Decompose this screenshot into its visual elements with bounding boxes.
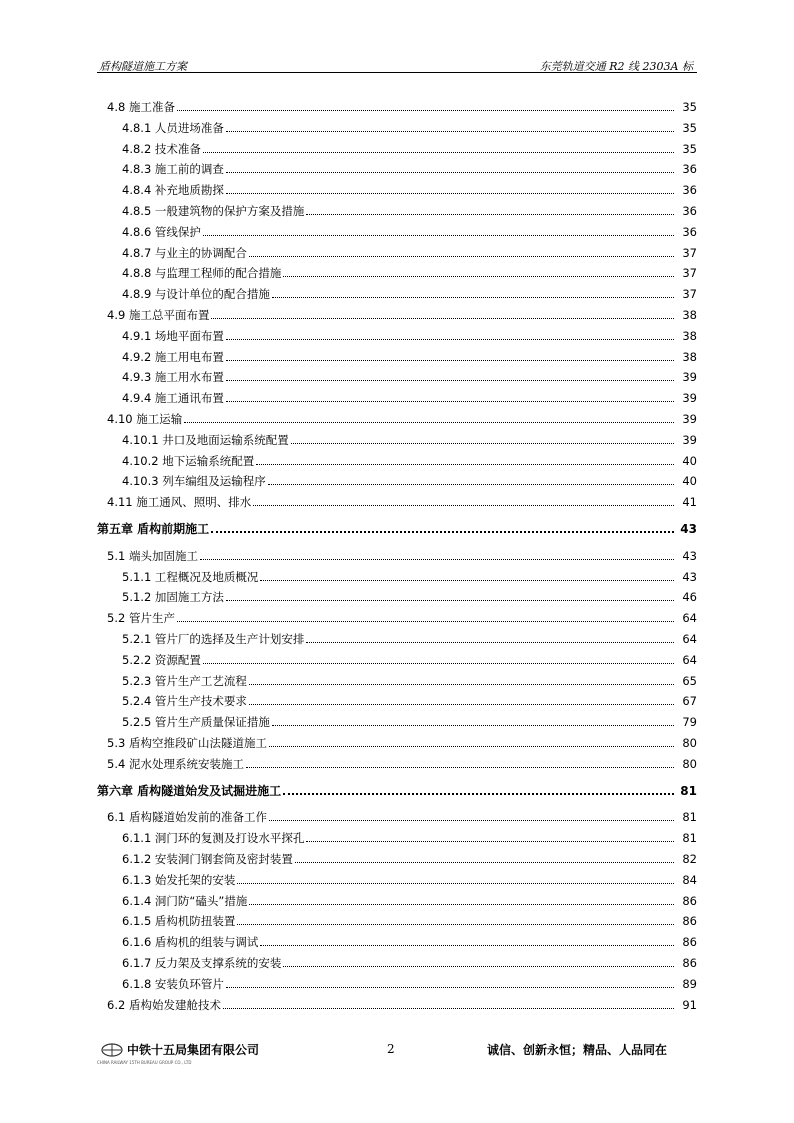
toc-entry-page: 36 [682,162,697,177]
toc-entry-page: 39 [682,391,697,406]
toc-dot-leader [226,339,674,340]
toc-entry-page: 46 [682,590,697,605]
toc-dot-leader [291,443,674,444]
toc-entry[interactable] [122,848,697,866]
toc-dot-leader [203,235,674,236]
toc-entry-title: 4.8 施工准备 [107,100,175,114]
toc-dot-leader [260,945,674,946]
toc-entry-page: 35 [682,120,697,135]
toc-entry-title: 5.1.1 工程概况及地质概况 [122,569,259,584]
toc-entry-title: 5.4 泥水处理系统安装施工 [107,756,244,771]
toc-entry-title: 4.10 施工运输 [107,412,183,426]
toc-entry[interactable] [122,242,697,260]
toc-entry-page: 35 [682,141,697,156]
page-header [97,54,697,74]
toc-entry-title: 6.1.3 始发托架的安装 [122,872,236,887]
header-left-title: 盾构隧道施工方案 [99,60,187,73]
toc-dot-leader [249,256,674,257]
toc-dot-leader [237,883,674,884]
toc-entry[interactable] [107,545,697,563]
toc-dot-leader [200,559,674,560]
toc-entry-page: 81 [682,831,697,846]
toc-entry-title: 4.8.1 人员进场准备 [122,120,224,135]
toc-entry-page: 64 [682,611,697,626]
toc-entry-title: 6.1 盾构隧道始发前的准备工作 [107,810,267,825]
toc-dot-leader [226,401,674,402]
toc-entry-title: 6.1.1 洞门环的复测及打设水平探孔 [122,831,305,846]
toc-entry-title: 5.2.2 资源配置 [122,652,201,667]
toc-entry-title: 6.1.2 安装洞门钢套筒及密封装置 [122,852,293,866]
toc-entry[interactable] [122,325,697,343]
toc-entry[interactable] [107,304,697,322]
toc-entry[interactable] [122,366,697,384]
toc-dot-leader [249,904,674,905]
toc-entry-title: 5.2.4 管片生产技术要求 [122,694,247,709]
footer-motto: 诚信、创新永恒；精品、人品同在 [486,1043,667,1057]
toc-entry-title: 6.1.7 反力架及支撑系统的安装 [122,956,282,970]
toc-entry[interactable] [122,869,697,887]
toc-entry-title: 第六章 盾构隧道始发及试掘进施工 [97,783,282,798]
toc-entry[interactable] [122,387,697,405]
toc-entry[interactable] [122,283,697,301]
toc-entry-page: 64 [682,632,697,646]
toc-dot-leader [253,505,674,506]
toc-entry-title: 4.9.3 施工用水布置 [122,370,224,385]
toc-dot-leader [237,924,674,925]
toc-entry-page: 81 [680,783,697,798]
toc-dot-leader [256,464,674,465]
toc-entry-title: 第五章 盾构前期施工 [97,522,210,536]
toc-dot-leader [268,484,674,485]
toc-entry[interactable] [107,491,697,509]
toc-entry-title: 5.2.3 管片生产工艺流程 [122,673,247,688]
toc-entry-page: 38 [682,328,697,343]
toc-entry-title: 4.11 施工通风、照明、排水 [107,495,252,510]
toc-dot-leader [184,422,674,423]
toc-entry-page: 43 [682,548,697,563]
toc-entry-page: 86 [682,935,697,950]
toc-entry-page: 37 [682,266,697,281]
toc-entry-title: 4.9.2 施工用电布置 [122,349,224,364]
toc-entry[interactable] [122,952,697,970]
toc-entry-page: 37 [682,287,697,302]
toc-entry[interactable] [122,221,697,239]
toc-entry[interactable] [122,429,697,447]
toc-entry[interactable] [107,96,697,114]
footer-page-number: 2 [387,1042,395,1056]
toc-dot-leader [272,725,674,726]
toc-dot-leader [306,841,674,842]
toc-entry-page: 80 [682,756,697,771]
toc-entry-page: 64 [682,652,697,667]
toc-entry[interactable] [122,690,697,708]
toc-dot-leader [226,600,674,601]
company-logo-icon [101,1042,123,1058]
toc-entry[interactable] [122,973,697,991]
toc-entry-title: 4.10.1 井口及地面运输系统配置 [122,432,289,447]
toc-dot-leader [269,820,674,821]
toc-entry-title: 5.2.1 管片厂的选择及生产计划安排 [122,632,305,646]
toc-dot-leader [226,380,674,381]
toc-entry[interactable] [107,806,697,824]
toc-entry-title: 6.1.5 盾构机防扭装置 [122,914,236,929]
toc-entry-page: 82 [682,852,697,866]
toc-entry-page: 36 [682,224,697,239]
toc-dot-leader [203,152,674,153]
toc-entry[interactable] [122,262,697,280]
page-footer [97,1038,697,1068]
toc-dot-leader [306,214,674,215]
toc-entry[interactable] [122,117,697,135]
toc-entry-title: 6.2 盾构始发建舱技术 [107,997,221,1012]
toc-entry-page: 89 [682,976,697,991]
toc-dot-leader [223,1008,674,1009]
toc-entry[interactable] [122,470,697,488]
toc-entry[interactable] [122,711,697,729]
toc-entry-page: 43 [680,522,697,536]
toc-dot-leader [211,531,674,533]
toc-entry-title: 5.1.2 加固施工方法 [122,590,224,605]
toc-entry-page: 80 [682,736,697,750]
toc-dot-leader [226,193,674,194]
toc-entry[interactable] [122,200,697,218]
toc-entry[interactable] [122,827,697,845]
toc-entry-page: 39 [682,412,697,426]
toc-entry-title: 5.2 管片生产 [107,611,175,626]
toc-entry-title: 4.9.4 施工通讯布置 [122,391,224,406]
toc-entry-title: 6.1.8 安装负环管片 [122,976,224,991]
toc-chapter-entry[interactable] [97,780,697,798]
toc-dot-leader [283,966,674,967]
toc-dot-leader [246,767,674,768]
toc-entry[interactable] [122,628,697,646]
toc-entry[interactable] [107,994,697,1012]
toc-entry-title: 4.8.9 与设计单位的配合措施 [122,287,270,302]
toc-entry-page: 36 [682,183,697,198]
toc-entry[interactable] [122,566,697,584]
toc-entry-title: 4.10.2 地下运输系统配置 [122,453,255,468]
toc-entry-page: 91 [682,997,697,1012]
toc-entry[interactable] [107,732,697,750]
toc-chapter-entry[interactable] [97,518,697,536]
header-rule [97,72,697,73]
toc-entry[interactable] [122,450,697,468]
footer-company-english: CHINA RAILWAY 15TH BUREAU GROUP CO., LTD [97,1060,192,1065]
toc-entry-title: 5.3 盾构空推段矿山法隧道施工 [107,736,267,750]
toc-dot-leader [226,131,674,132]
toc-entry-page: 37 [682,245,697,260]
toc-entry-title: 4.8.5 一般建筑物的保护方案及措施 [122,204,305,218]
toc-entry-title: 4.9.1 场地平面布置 [122,328,224,343]
toc-entry-title: 4.8.8 与监理工程师的配合措施 [122,266,282,281]
toc-dot-leader [226,987,674,988]
header-right-title: 东莞轨道交通 R2 线 2303A 标 [539,60,693,73]
toc-entry-page: 67 [682,694,697,709]
toc-entry-title: 4.8.2 技术准备 [122,141,201,156]
toc-entry[interactable] [122,931,697,949]
toc-entry-page: 65 [682,673,697,688]
toc-entry[interactable] [122,910,697,928]
toc-dot-leader [211,318,674,319]
toc-entry-page: 39 [682,370,697,385]
toc-entry-title: 4.8.7 与业主的协调配合 [122,245,247,260]
toc-dot-leader [283,793,674,795]
toc-entry[interactable] [122,670,697,688]
toc-dot-leader [269,746,674,747]
toc-entry-title: 6.1.6 盾构机的组装与调试 [122,935,259,950]
toc-dot-leader [260,580,674,581]
toc-entry-page: 81 [682,810,697,825]
toc-entry-page: 40 [682,474,697,489]
toc-entry[interactable] [122,179,697,197]
toc-entry-title: 6.1.4 洞门防“磕头”措施 [122,893,248,908]
toc-entry-page: 43 [682,569,697,584]
toc-entry[interactable] [122,138,697,156]
toc-entry-page: 86 [682,893,697,908]
toc-dot-leader [306,642,674,643]
toc-dot-leader [295,862,674,863]
toc-entry-title: 4.8.4 补充地质勘探 [122,183,224,198]
toc-entry-page: 35 [682,100,697,114]
toc-entry-page: 84 [682,872,697,887]
toc-entry-page: 40 [682,453,697,468]
toc-entry-page: 79 [682,715,697,730]
toc-entry[interactable] [122,158,697,176]
toc-dot-leader [283,276,674,277]
toc-entry-page: 86 [682,914,697,929]
toc-dot-leader [177,621,674,622]
toc-dot-leader [177,110,674,111]
toc-entry-page: 38 [682,308,697,322]
toc-entry-page: 36 [682,204,697,218]
toc-entry[interactable] [122,586,697,604]
toc-entry[interactable] [107,408,697,426]
toc-entry[interactable] [122,649,697,667]
toc-dot-leader [249,704,674,705]
toc-entry-title: 5.2.5 管片生产质量保证措施 [122,715,270,730]
toc-entry[interactable] [107,753,697,771]
toc-entry[interactable] [107,607,697,625]
toc-dot-leader [226,360,674,361]
toc-entry-page: 39 [682,432,697,447]
toc-entry[interactable] [122,890,697,908]
toc-entry[interactable] [122,346,697,364]
footer-company-name: 中铁十五局集团有限公司 [127,1043,260,1057]
toc-entry-title: 4.8.3 施工前的调查 [122,162,224,177]
toc-entry-title: 4.8.6 管线保护 [122,224,201,239]
toc-dot-leader [226,172,674,173]
toc-entry-title: 4.10.3 列车编组及运输程序 [122,474,266,489]
toc-dot-leader [249,684,674,685]
toc-entry-page: 41 [682,495,697,510]
toc-entry-title: 5.1 端头加固施工 [107,548,198,563]
toc-dot-leader [203,663,674,664]
toc-entry-page: 38 [682,349,697,364]
toc-entry-page: 86 [682,956,697,970]
toc-entry-title: 4.9 施工总平面布置 [107,308,210,322]
toc-dot-leader [272,297,674,298]
